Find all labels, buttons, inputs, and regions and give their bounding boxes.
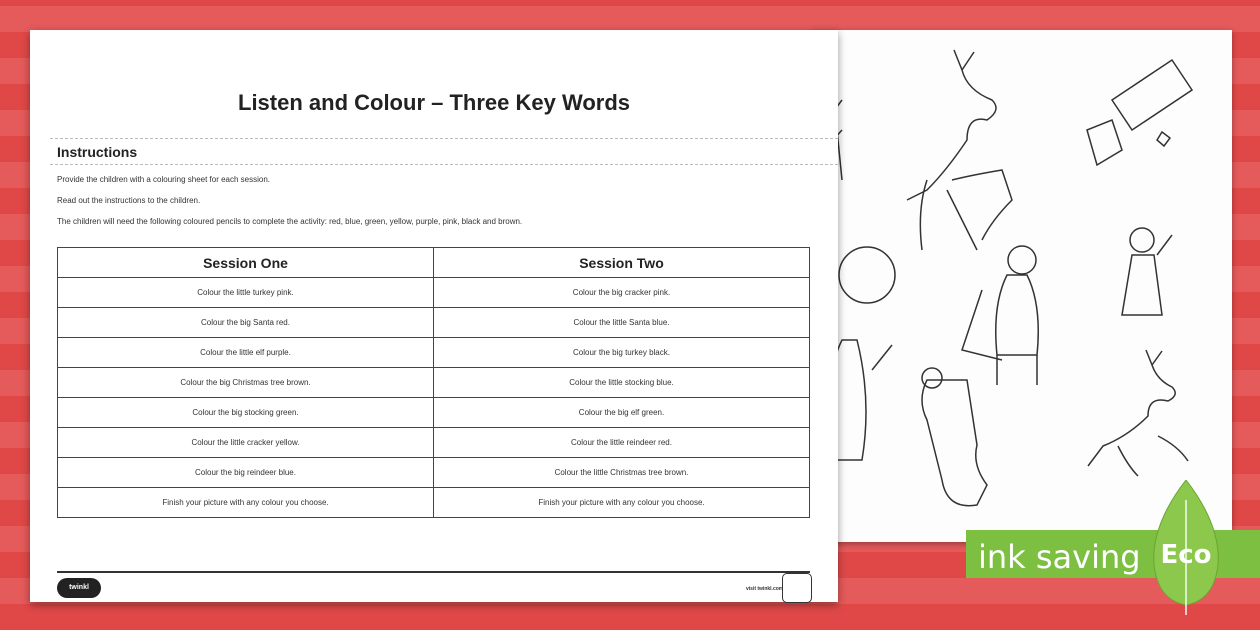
instructions-list <box>57 174 522 237</box>
table-row <box>58 338 810 368</box>
table-cell: Colour the big stocking green. <box>58 398 434 428</box>
table-cell: Colour the little turkey pink. <box>58 278 434 308</box>
table-cell: Colour the little stocking blue. <box>434 368 810 398</box>
table-cell: Colour the big elf green. <box>434 398 810 428</box>
table-row <box>58 488 810 518</box>
instruction-line: Read out the instructions to the children. <box>57 196 201 205</box>
worksheet <box>30 30 838 602</box>
instructions-heading: Instructions <box>57 144 138 160</box>
christmas-illustrations <box>812 30 1232 542</box>
twinkl-badge-icon <box>782 573 812 603</box>
sessions-table <box>57 247 810 518</box>
twinkl-logo: twinkl <box>57 578 101 598</box>
colouring-sheet-preview <box>812 30 1232 542</box>
table-cell: Finish your picture with any colour you choose. <box>58 488 434 518</box>
table-cell: Colour the big cracker pink. <box>434 278 810 308</box>
eco-badge <box>966 480 1260 615</box>
table-row <box>58 308 810 338</box>
footer-divider <box>57 571 810 573</box>
table-row <box>58 278 810 308</box>
table-cell: Colour the little cracker yellow. <box>58 428 434 458</box>
divider <box>50 138 838 139</box>
instruction-line: Provide the children with a colouring sheet for each session. <box>57 175 271 184</box>
table-row <box>58 398 810 428</box>
table-header-row <box>58 248 810 278</box>
table-cell: Colour the big Christmas tree brown. <box>58 368 434 398</box>
header-session-one: Session One <box>58 248 434 278</box>
instruction-line: The children will need the following coloured pencils to complete the activity: red, blue, green, yellow, purple, pink, black and brown. <box>57 217 523 226</box>
table-cell: Colour the little Santa blue. <box>434 308 810 338</box>
table-cell: Colour the big reindeer blue. <box>58 458 434 488</box>
footer-url: visit twinkl.com <box>746 586 784 592</box>
table-cell: Colour the little reindeer red. <box>434 428 810 458</box>
table-cell: Colour the little Christmas tree brown. <box>434 458 810 488</box>
ink-saving-label: ink saving <box>978 538 1141 576</box>
table-cell: Colour the little elf purple. <box>58 338 434 368</box>
table-row <box>58 428 810 458</box>
table-cell: Colour the big turkey black. <box>434 338 810 368</box>
worksheet-title: Listen and Colour – Three Key Words <box>238 90 630 115</box>
table-row <box>58 368 810 398</box>
table-cell: Colour the big Santa red. <box>58 308 434 338</box>
table-cell: Finish your picture with any colour you choose. <box>434 488 810 518</box>
eco-label: Eco <box>1160 540 1212 570</box>
table-row <box>58 458 810 488</box>
header-session-two: Session Two <box>434 248 810 278</box>
divider <box>50 164 838 165</box>
